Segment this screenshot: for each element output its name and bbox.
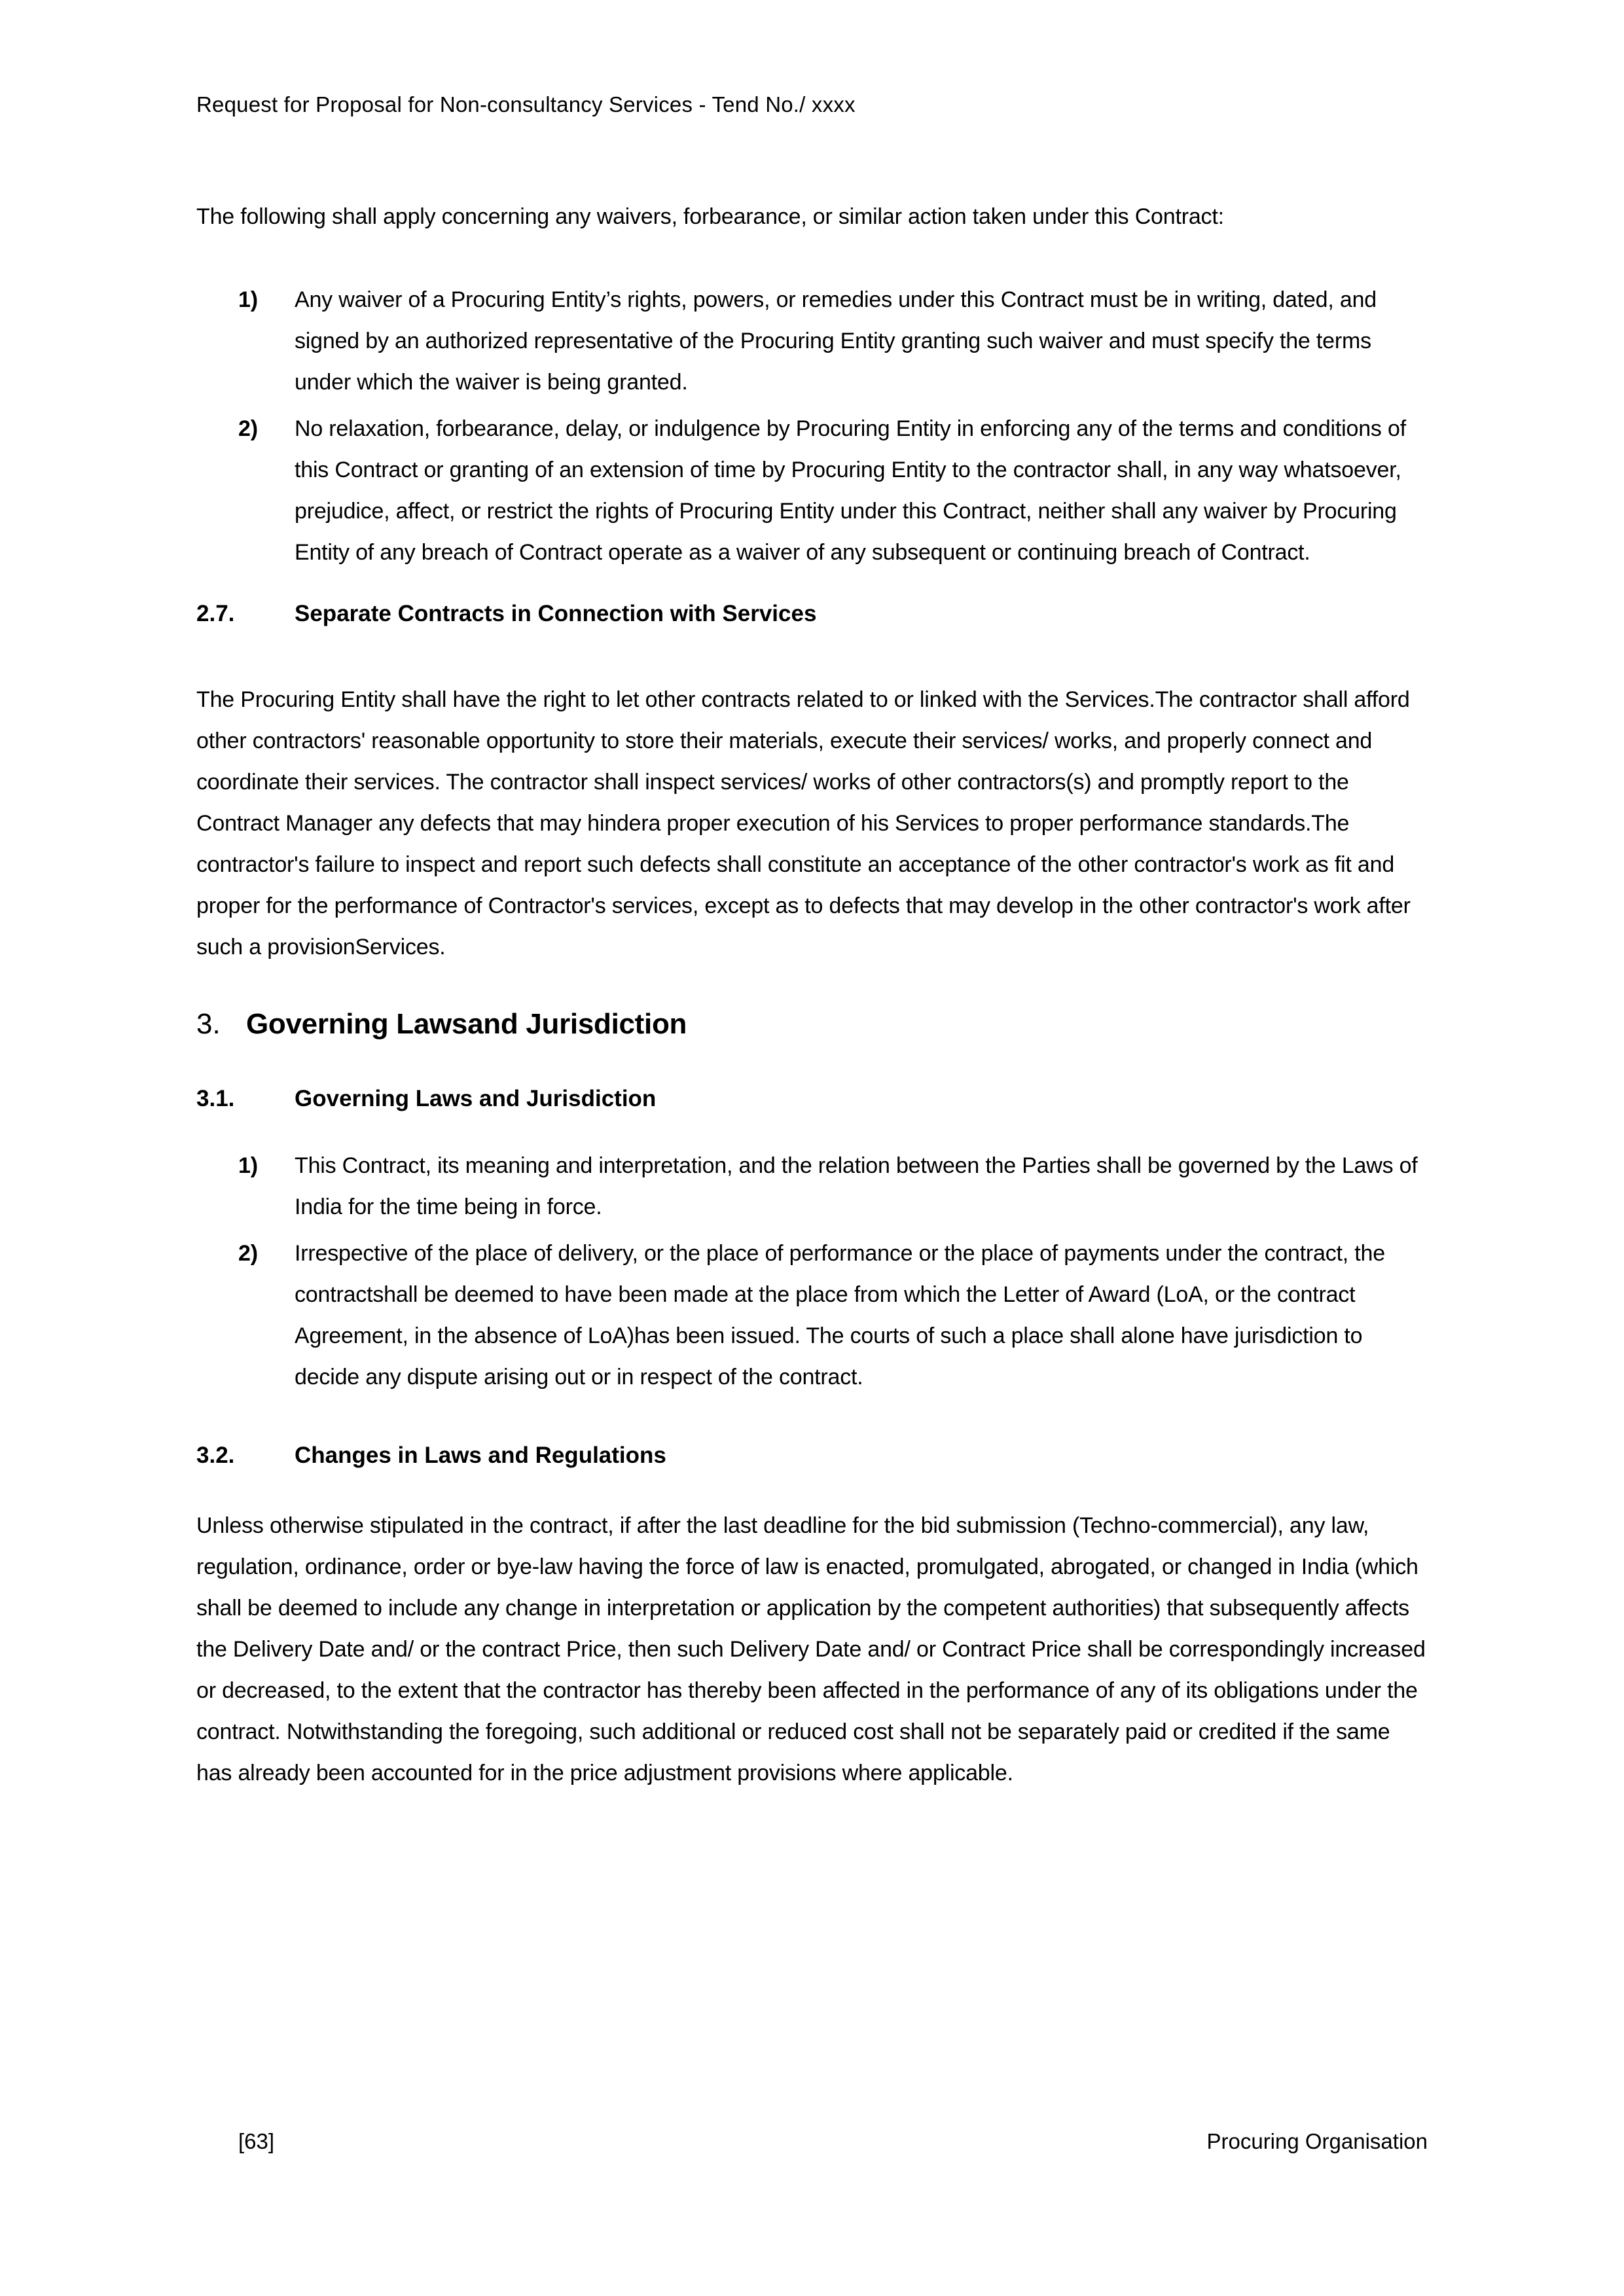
list-item <box>196 1233 1428 1398</box>
document-footer <box>196 2128 1428 2155</box>
footer-organisation: Procuring Organisation <box>1206 2129 1428 2153</box>
heading-number: 3.2. <box>196 1443 235 1468</box>
heading-number: 2.7. <box>196 601 235 626</box>
list-marker: 2) <box>238 1241 258 1266</box>
jurisdiction-list <box>196 1145 1428 1398</box>
list-item-text: Irrespective of the place of delivery, or the place of performance or the place of payments under the contract, the contractshall be deemed to have been made at the place from which the Letter of Award (LoA, or the contract Agreement, in the absence of LoA)has been issued. The courts of such a place shall alone have jurisdiction to decide any dispute arising out or in respect of the contract. <box>295 1241 1385 1390</box>
section-2-7-paragraph: The Procuring Entity shall have the right to let other contracts related to or linked with the Services.The contractor shall afford other contractors' reasonable opportunity to store their materials, execute their services/ works, and properly connect and coordinate their services. The contractor shall inspect services/ works of other contractors(s) and promptly report to the Contract Manager any defects that may hindera proper execution of his Services to proper performance standards.The contractor's failure to inspect and report such defects shall constitute an acceptance of the other contractor's work as fit and proper for the performance of Contractor's services, except as to defects that may develop in the other contractor's work after such a provisionServices. <box>196 687 1411 960</box>
list-item-text: Any waiver of a Procuring Entity’s rights, powers, or remedies under this Contract must be in writing, dated, and signed by an authorized representative of the Procuring Entity granting such waiver and must specify the terms under which the waiver is being granted. <box>295 287 1377 395</box>
heading-number: 3.1. <box>196 1086 235 1111</box>
intro-paragraph: The following shall apply concerning any waivers, forbearance, or similar action taken under this Contract: <box>196 204 1224 229</box>
document-header <box>196 92 1428 118</box>
page-number: [63] <box>238 2129 275 2153</box>
heading-title: Separate Contracts in Connection with Services <box>295 601 817 626</box>
section-3-2-paragraph: Unless otherwise stipulated in the contract, if after the last deadline for the bid submission (Techno-commercial), any law, regulation, ordinance, order or bye-law having the force of law is enacted, promulgated, abrogated, or changed in India (which shall be deemed to include any change in interpretation or application by the competent authorities) that subsequently affects the Delivery Date and/ or the contract Price, then such Delivery Date and/ or Contract Price shall be correspondingly increased or decreased, to the extent that the contractor has thereby been affected in the performance of any of its obligations under the contract. Notwithstanding the foregoing, such additional or reduced cost shall not be separately paid or credited if the same has already been accounted for in the price adjustment provisions where applicable. <box>196 1513 1426 1785</box>
section-heading-2-7 <box>196 598 1428 630</box>
waivers-list <box>196 279 1428 573</box>
list-item-text: No relaxation, forbearance, delay, or indulgence by Procuring Entity in enforcing any of the terms and conditions of this Contract or granting of an extension of time by Procuring Entity to the contractor shall, in any way whatsoever, prejudice, affect, or restrict the rights of Procuring Entity under this Contract, neither shall any waiver by Procuring Entity of any breach of Contract operate as a waiver of any subsequent or continuing breach of Contract. <box>295 416 1406 565</box>
heading-number: 3. <box>196 1008 221 1040</box>
list-marker: 1) <box>238 287 258 312</box>
list-marker: 2) <box>238 416 258 441</box>
list-item-text: This Contract, its meaning and interpretation, and the relation between the Parties shall be governed by the Laws of India for the time being in force. <box>295 1153 1418 1219</box>
list-item <box>196 279 1428 403</box>
list-marker: 1) <box>238 1153 258 1178</box>
heading-title: Changes in Laws and Regulations <box>295 1443 666 1468</box>
heading-title: Governing Lawsand Jurisdiction <box>246 1008 687 1040</box>
heading-title: Governing Laws and Jurisdiction <box>295 1086 657 1111</box>
chapter-heading-3 <box>196 1005 1428 1044</box>
list-item <box>196 1145 1428 1228</box>
list-item <box>196 408 1428 573</box>
section-heading-3-1 <box>196 1083 1428 1115</box>
header-title: Request for Proposal for Non-consultancy Services - Tend No./ xxxx <box>196 92 856 117</box>
section-heading-3-2 <box>196 1440 1428 1471</box>
